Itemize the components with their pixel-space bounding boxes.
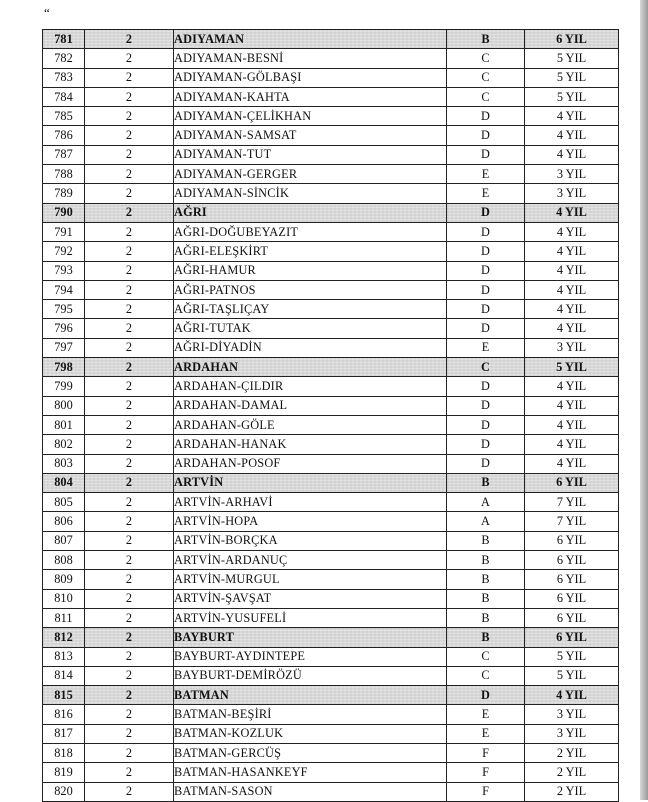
row-number-cell: 788 <box>43 165 85 184</box>
group-cell: 2 <box>85 473 174 492</box>
row-number-cell: 793 <box>43 261 85 280</box>
place-name-cell: BAYBURT <box>174 628 447 647</box>
duration-cell: 4 YIL <box>525 415 619 434</box>
row-number-cell: 786 <box>43 126 85 145</box>
class-cell: F <box>447 763 525 782</box>
class-cell: B <box>447 473 525 492</box>
district-row <box>43 242 619 261</box>
class-cell: D <box>447 319 525 338</box>
group-cell: 2 <box>85 242 174 261</box>
group-cell: 2 <box>85 570 174 589</box>
duration-cell: 3 YIL <box>525 705 619 724</box>
group-cell: 2 <box>85 165 174 184</box>
place-name-cell: ADIYAMAN-GERGER <box>174 165 447 184</box>
place-name-cell: ARTVİN-HOPA <box>174 512 447 531</box>
duration-cell: 5 YIL <box>525 49 619 68</box>
row-number-cell: 784 <box>43 87 85 106</box>
place-name-cell: ARTVİN-MURGUL <box>174 570 447 589</box>
group-cell: 2 <box>85 435 174 454</box>
class-cell: B <box>447 531 525 550</box>
class-cell: D <box>447 377 525 396</box>
district-row <box>43 280 619 299</box>
duration-cell: 4 YIL <box>525 686 619 705</box>
place-name-cell: ADIYAMAN-SAMSAT <box>174 126 447 145</box>
row-number-cell: 809 <box>43 570 85 589</box>
place-name-cell: ADIYAMAN <box>174 30 447 49</box>
row-number-cell: 808 <box>43 551 85 570</box>
group-cell: 2 <box>85 126 174 145</box>
duration-cell: 6 YIL <box>525 473 619 492</box>
district-row <box>43 589 619 608</box>
class-cell: C <box>447 68 525 87</box>
row-number-cell: 782 <box>43 49 85 68</box>
group-cell: 2 <box>85 280 174 299</box>
row-number-cell: 813 <box>43 647 85 666</box>
place-name-cell: ADIYAMAN-KAHTA <box>174 87 447 106</box>
row-number-cell: 803 <box>43 454 85 473</box>
place-name-cell: ARTVİN-BORÇKA <box>174 531 447 550</box>
group-cell: 2 <box>85 782 174 801</box>
duration-cell: 4 YIL <box>525 377 619 396</box>
group-cell: 2 <box>85 628 174 647</box>
row-number-cell: 806 <box>43 512 85 531</box>
class-cell: D <box>447 396 525 415</box>
class-cell: B <box>447 570 525 589</box>
group-cell: 2 <box>85 87 174 106</box>
duration-cell: 2 YIL <box>525 782 619 801</box>
duration-cell: 4 YIL <box>525 203 619 222</box>
class-cell: A <box>447 493 525 512</box>
row-number-cell: 800 <box>43 396 85 415</box>
place-name-cell: BATMAN-BEŞİRİ <box>174 705 447 724</box>
duration-cell: 4 YIL <box>525 300 619 319</box>
row-number-cell: 810 <box>43 589 85 608</box>
duration-cell: 2 YIL <box>525 743 619 762</box>
class-cell: C <box>447 666 525 685</box>
row-number-cell: 807 <box>43 531 85 550</box>
district-row <box>43 338 619 357</box>
place-name-cell: AĞRI <box>174 203 447 222</box>
place-name-cell: BAYBURT-DEMİRÖZÜ <box>174 666 447 685</box>
district-row <box>43 435 619 454</box>
place-name-cell: AĞRI-DİYADİN <box>174 338 447 357</box>
class-cell: F <box>447 782 525 801</box>
row-number-cell: 820 <box>43 782 85 801</box>
class-cell: D <box>447 686 525 705</box>
group-cell: 2 <box>85 107 174 126</box>
district-row <box>43 512 619 531</box>
class-cell: D <box>447 261 525 280</box>
province-row <box>43 473 619 492</box>
duration-cell: 4 YIL <box>525 319 619 338</box>
district-row <box>43 782 619 801</box>
group-cell: 2 <box>85 396 174 415</box>
district-row <box>43 165 619 184</box>
province-row <box>43 358 619 377</box>
district-row <box>43 261 619 280</box>
duration-cell: 6 YIL <box>525 589 619 608</box>
group-cell: 2 <box>85 184 174 203</box>
district-row <box>43 763 619 782</box>
place-name-cell: ARTVİN <box>174 473 447 492</box>
district-hardship-table <box>42 29 619 802</box>
class-cell: B <box>447 628 525 647</box>
place-name-cell: ARDAHAN-HANAK <box>174 435 447 454</box>
row-number-cell: 814 <box>43 666 85 685</box>
duration-cell: 5 YIL <box>525 666 619 685</box>
district-row <box>43 107 619 126</box>
duration-cell: 4 YIL <box>525 107 619 126</box>
group-cell: 2 <box>85 589 174 608</box>
place-name-cell: BATMAN-KOZLUK <box>174 724 447 743</box>
class-cell: E <box>447 338 525 357</box>
class-cell: E <box>447 705 525 724</box>
class-cell: D <box>447 300 525 319</box>
group-cell: 2 <box>85 551 174 570</box>
place-name-cell: ADIYAMAN-GÖLBAŞI <box>174 68 447 87</box>
place-name-cell: AĞRI-ELEŞKİRT <box>174 242 447 261</box>
duration-cell: 4 YIL <box>525 242 619 261</box>
duration-cell: 7 YIL <box>525 493 619 512</box>
place-name-cell: BAYBURT-AYDINTEPE <box>174 647 447 666</box>
district-row <box>43 396 619 415</box>
class-cell: E <box>447 724 525 743</box>
row-number-cell: 816 <box>43 705 85 724</box>
group-cell: 2 <box>85 377 174 396</box>
group-cell: 2 <box>85 319 174 338</box>
class-cell: C <box>447 647 525 666</box>
group-cell: 2 <box>85 49 174 68</box>
duration-cell: 5 YIL <box>525 647 619 666</box>
place-name-cell: ARTVİN-ARHAVİ <box>174 493 447 512</box>
place-name-cell: AĞRI-HAMUR <box>174 261 447 280</box>
district-row <box>43 551 619 570</box>
district-row <box>43 608 619 627</box>
place-name-cell: AĞRI-TUTAK <box>174 319 447 338</box>
class-cell: F <box>447 743 525 762</box>
row-number-cell: 781 <box>43 30 85 49</box>
row-number-cell: 798 <box>43 358 85 377</box>
place-name-cell: ADIYAMAN-BESNİ <box>174 49 447 68</box>
duration-cell: 4 YIL <box>525 454 619 473</box>
place-name-cell: ARDAHAN <box>174 358 447 377</box>
group-cell: 2 <box>85 30 174 49</box>
row-number-cell: 790 <box>43 203 85 222</box>
place-name-cell: ARTVİN-ARDANUÇ <box>174 551 447 570</box>
province-row <box>43 686 619 705</box>
group-cell: 2 <box>85 358 174 377</box>
row-number-cell: 787 <box>43 145 85 164</box>
opening-quote-mark: “ <box>44 5 50 20</box>
group-cell: 2 <box>85 493 174 512</box>
class-cell: A <box>447 512 525 531</box>
duration-cell: 5 YIL <box>525 358 619 377</box>
district-row <box>43 145 619 164</box>
row-number-cell: 801 <box>43 415 85 434</box>
district-row <box>43 724 619 743</box>
row-number-cell: 805 <box>43 493 85 512</box>
duration-cell: 7 YIL <box>525 512 619 531</box>
district-row <box>43 570 619 589</box>
place-name-cell: AĞRI-DOĞUBEYAZIT <box>174 222 447 241</box>
group-cell: 2 <box>85 454 174 473</box>
duration-cell: 6 YIL <box>525 570 619 589</box>
row-number-cell: 811 <box>43 608 85 627</box>
province-row <box>43 203 619 222</box>
group-cell: 2 <box>85 261 174 280</box>
row-number-cell: 792 <box>43 242 85 261</box>
group-cell: 2 <box>85 203 174 222</box>
district-row <box>43 377 619 396</box>
group-cell: 2 <box>85 724 174 743</box>
duration-cell: 4 YIL <box>525 261 619 280</box>
duration-cell: 4 YIL <box>525 126 619 145</box>
group-cell: 2 <box>85 686 174 705</box>
class-cell: D <box>447 242 525 261</box>
row-number-cell: 794 <box>43 280 85 299</box>
district-row <box>43 705 619 724</box>
district-row <box>43 647 619 666</box>
class-cell: D <box>447 145 525 164</box>
duration-cell: 4 YIL <box>525 145 619 164</box>
row-number-cell: 817 <box>43 724 85 743</box>
group-cell: 2 <box>85 68 174 87</box>
district-row <box>43 493 619 512</box>
class-cell: B <box>447 589 525 608</box>
district-row <box>43 415 619 434</box>
class-cell: D <box>447 454 525 473</box>
place-name-cell: ADIYAMAN-SİNCİK <box>174 184 447 203</box>
row-number-cell: 785 <box>43 107 85 126</box>
class-cell: D <box>447 415 525 434</box>
group-cell: 2 <box>85 743 174 762</box>
class-cell: E <box>447 184 525 203</box>
district-row <box>43 87 619 106</box>
place-name-cell: BATMAN-HASANKEYF <box>174 763 447 782</box>
group-cell: 2 <box>85 300 174 319</box>
place-name-cell: BATMAN-SASON <box>174 782 447 801</box>
row-number-cell: 791 <box>43 222 85 241</box>
place-name-cell: ARDAHAN-GÖLE <box>174 415 447 434</box>
duration-cell: 6 YIL <box>525 628 619 647</box>
duration-cell: 3 YIL <box>525 184 619 203</box>
group-cell: 2 <box>85 338 174 357</box>
class-cell: D <box>447 203 525 222</box>
row-number-cell: 812 <box>43 628 85 647</box>
group-cell: 2 <box>85 531 174 550</box>
district-row <box>43 319 619 338</box>
duration-cell: 2 YIL <box>525 763 619 782</box>
row-number-cell: 802 <box>43 435 85 454</box>
duration-cell: 6 YIL <box>525 608 619 627</box>
province-row <box>43 30 619 49</box>
district-row <box>43 49 619 68</box>
group-cell: 2 <box>85 666 174 685</box>
row-number-cell: 804 <box>43 473 85 492</box>
place-name-cell: ADIYAMAN-TUT <box>174 145 447 164</box>
group-cell: 2 <box>85 608 174 627</box>
district-row <box>43 666 619 685</box>
district-row <box>43 531 619 550</box>
place-name-cell: ARTVİN-ŞAVŞAT <box>174 589 447 608</box>
place-name-cell: BATMAN <box>174 686 447 705</box>
duration-cell: 5 YIL <box>525 87 619 106</box>
group-cell: 2 <box>85 145 174 164</box>
row-number-cell: 797 <box>43 338 85 357</box>
class-cell: D <box>447 107 525 126</box>
place-name-cell: AĞRI-PATNOS <box>174 280 447 299</box>
place-name-cell: ARTVİN-YUSUFELİ <box>174 608 447 627</box>
duration-cell: 4 YIL <box>525 280 619 299</box>
district-row <box>43 184 619 203</box>
district-row <box>43 454 619 473</box>
class-cell: D <box>447 126 525 145</box>
district-row <box>43 68 619 87</box>
row-number-cell: 795 <box>43 300 85 319</box>
group-cell: 2 <box>85 222 174 241</box>
class-cell: B <box>447 551 525 570</box>
page-edge-shadow <box>640 0 648 800</box>
group-cell: 2 <box>85 647 174 666</box>
group-cell: 2 <box>85 415 174 434</box>
table-body <box>43 30 619 802</box>
row-number-cell: 818 <box>43 743 85 762</box>
place-name-cell: ARDAHAN-ÇILDIR <box>174 377 447 396</box>
province-row <box>43 628 619 647</box>
row-number-cell: 819 <box>43 763 85 782</box>
district-row <box>43 300 619 319</box>
duration-cell: 3 YIL <box>525 165 619 184</box>
class-cell: C <box>447 87 525 106</box>
duration-cell: 5 YIL <box>525 68 619 87</box>
row-number-cell: 783 <box>43 68 85 87</box>
group-cell: 2 <box>85 705 174 724</box>
class-cell: C <box>447 358 525 377</box>
place-name-cell: AĞRI-TAŞLIÇAY <box>174 300 447 319</box>
class-cell: D <box>447 435 525 454</box>
duration-cell: 6 YIL <box>525 30 619 49</box>
duration-cell: 6 YIL <box>525 551 619 570</box>
group-cell: 2 <box>85 763 174 782</box>
duration-cell: 3 YIL <box>525 338 619 357</box>
place-name-cell: ADIYAMAN-ÇELİKHAN <box>174 107 447 126</box>
class-cell: B <box>447 608 525 627</box>
duration-cell: 6 YIL <box>525 531 619 550</box>
class-cell: E <box>447 165 525 184</box>
duration-cell: 3 YIL <box>525 724 619 743</box>
row-number-cell: 789 <box>43 184 85 203</box>
district-row <box>43 222 619 241</box>
class-cell: C <box>447 49 525 68</box>
place-name-cell: BATMAN-GERCÜŞ <box>174 743 447 762</box>
row-number-cell: 796 <box>43 319 85 338</box>
row-number-cell: 799 <box>43 377 85 396</box>
district-row <box>43 126 619 145</box>
place-name-cell: ARDAHAN-DAMAL <box>174 396 447 415</box>
class-cell: D <box>447 222 525 241</box>
class-cell: B <box>447 30 525 49</box>
group-cell: 2 <box>85 512 174 531</box>
district-row <box>43 743 619 762</box>
place-name-cell: ARDAHAN-POSOF <box>174 454 447 473</box>
row-number-cell: 815 <box>43 686 85 705</box>
duration-cell: 4 YIL <box>525 222 619 241</box>
duration-cell: 4 YIL <box>525 396 619 415</box>
class-cell: D <box>447 280 525 299</box>
duration-cell: 4 YIL <box>525 435 619 454</box>
